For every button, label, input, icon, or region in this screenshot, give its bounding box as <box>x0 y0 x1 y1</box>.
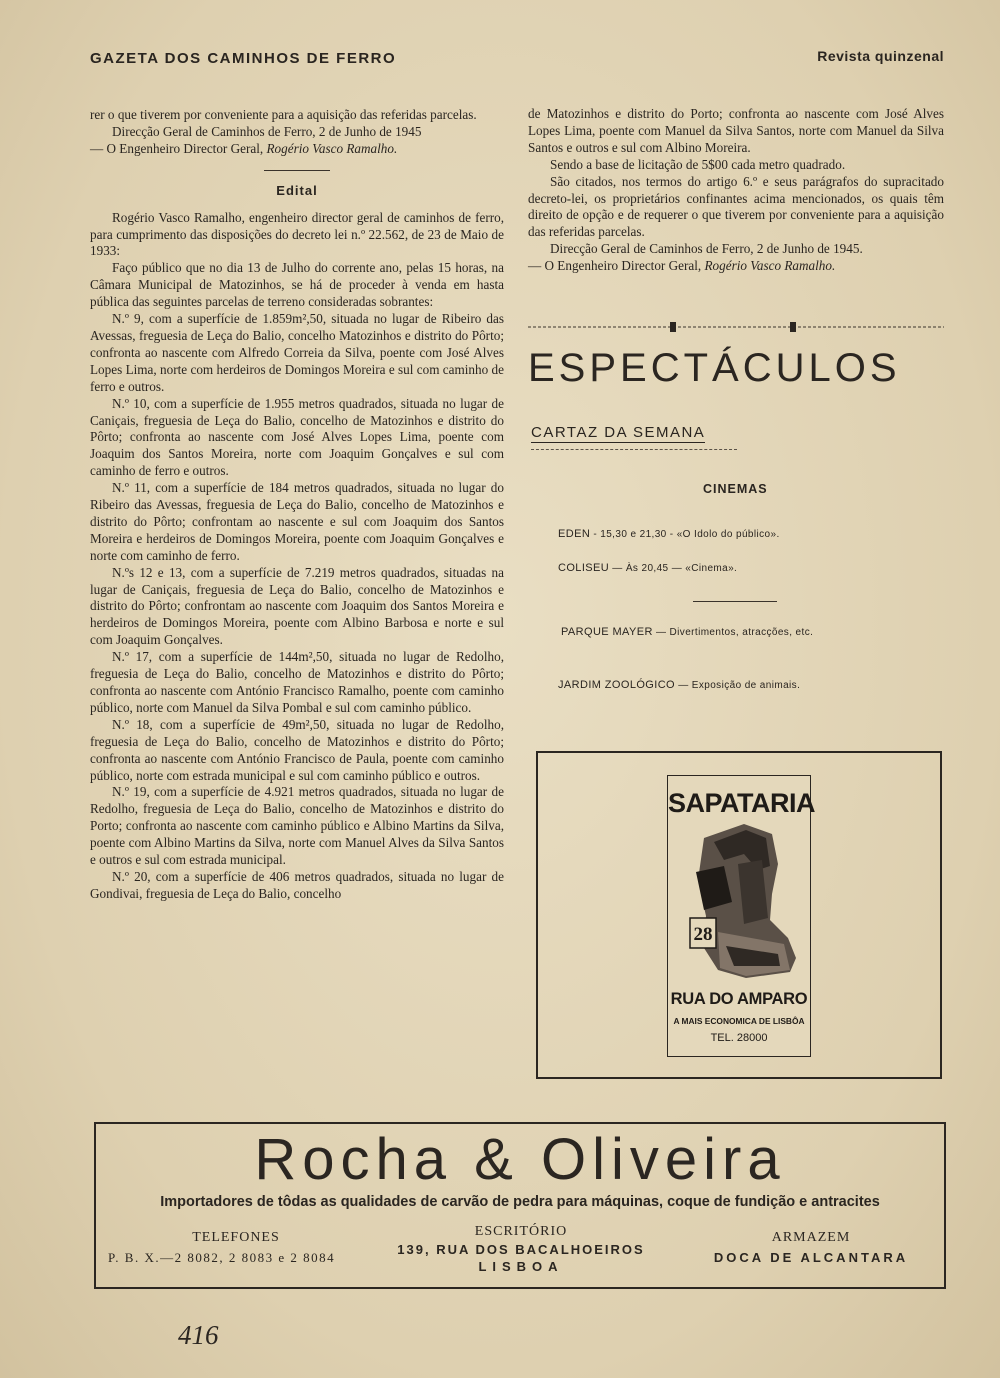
venue-name: PARQUE MAYER <box>561 626 653 638</box>
publication-frequency: Revista quinzenal <box>817 48 944 64</box>
paragraph: N.º 20, com a superfície de 406 metros quadrados, situada no lugar de Gondivai, freguesia de Leça do Balio, concelho <box>90 868 504 901</box>
ad-street: RUA DO AMPARO <box>670 990 808 1008</box>
venue-info: — Divertimentos, atracções, etc. <box>652 627 814 638</box>
signature-line <box>90 141 504 158</box>
paragraph: N.º 18, com a superfície de 49m²,50, situada no lugar de Redolho, freguesia de Leça do Balio, concelho de Matozinhos e distrito do Pôrto; confronta ao nascente com António Francisco de Paula, poente com caminho público, norte com estrada municipal e sul com caminho público e outros. <box>90 716 504 783</box>
telefones-value: P. B. X.—2 8082, 2 8083 e 2 8084 <box>108 1250 336 1265</box>
left-column <box>90 107 504 903</box>
subtitle-underline <box>531 449 737 450</box>
paragraph: de Matozinhos e distrito do Porto; confronta ao nascente com José Alves Lopes Lima, poente com Manuel da Silva Santos, norte com Manuel da Silva Santos e outros e sul com Albino Moreira. <box>528 106 944 155</box>
section-subtitle: CARTAZ DA SEMANA <box>531 424 706 441</box>
paragraph: N.ºs 12 e 13, com a superfície de 7.219 metros quadrados, situadas na lugar de Caniçais, freguesia de Leça do Balio, concelho de Matozinhos e distrito do Pôrto; confrontam ao nascente com Joaquim dos Santos Moreira e herdeiros de Domingos Moreira, poente com Albino Barbosa e norte e sul com Joaquim Gonçalves. <box>90 564 504 648</box>
venue-info: — Às 20,45 — «Cinema». <box>609 563 738 574</box>
page-number: 416 <box>178 1320 219 1350</box>
paragraph: Direcção Geral de Caminhos de Ferro, 2 de Junho de 1945 <box>112 123 422 139</box>
signature-lead: — O Engenheiro Director Geral, <box>90 140 264 156</box>
boot-illustration-icon <box>674 820 806 990</box>
ad-company-description: Importadores de tôdas as qualidades de carvão de pedra para máquinas, coque de fundição e antracites <box>160 1194 880 1210</box>
paragraph: N.º 17, com a superfície de 144m²,50, situada no lugar de Redolho, freguesia de Leça do Balio, concelho de Matozinhos e distrito do Pôrto; confronta ao nascente com António Francisco Ramalho, poente com caminho público, norte com Manuel da Silva Pombal e sul com caminho público. <box>90 649 504 715</box>
section-title: ESPECTÁCULOS <box>528 346 901 390</box>
ad-slogan: A MAIS ECONOMICA DE LISBÔA <box>673 1016 805 1026</box>
signature-name: Rogério Vasco Ramalho. <box>266 140 398 156</box>
venue-name: COLISEU <box>558 562 610 574</box>
divider <box>264 170 330 171</box>
telefones-label: TELEFONES <box>192 1230 280 1245</box>
paragraph: Direcção Geral de Caminhos de Ferro, 2 de Junho de 1945. <box>550 241 863 257</box>
paragraph: N.º 9, com a superfície de 1.859m²,50, situada no lugar de Ribeiro das Avessas, freguesia de Leça do Balio, concelho Matozinhos e distrito do Pôrto; confronta ao nascente com Alfredo Correia da Silva, poente com José Alves Lopes Lima, norte com herdeiros de Domingos Moreira e sul com caminho de ferro e outros. <box>90 311 504 394</box>
venue-name: JARDIM ZOOLÓGICO <box>558 679 676 691</box>
signature-lead: — O Engenheiro Director Geral, <box>528 258 702 274</box>
paragraph: N.º 11, com a superfície de 184 metros quadrados, situada no lugar do Ribeiro das Avessas, freguesia de Leça do Balio, concelho de Matozinhos e distrito do Pôrto; confrontam ao nascente e sul com Joaquim dos Santos Moreira e herdeiros de Domingos Moreira, poente com Joaquim Gonçalves e norte com caminho de ferro. <box>90 480 504 563</box>
venue-info: — Exposição de animais. <box>675 680 801 691</box>
armazem-value: DOCA DE ALCANTARA <box>713 1250 909 1265</box>
venue-info: - 15,30 e 21,30 - «O Idolo do público». <box>590 529 780 540</box>
cinemas-heading: CINEMAS <box>703 482 768 496</box>
paragraph: Sendo a base de licitação de 5$00 cada metro quadrado. <box>550 156 846 172</box>
listing-coliseu <box>558 562 737 574</box>
divider <box>693 601 777 602</box>
listing-parque-mayer <box>561 626 813 638</box>
armazem-label: ARMAZEM <box>771 1230 851 1245</box>
publication-title: GAZETA DOS CAMINHOS DE FERRO <box>90 50 397 67</box>
listing-jardim-zoologico <box>558 679 800 691</box>
ad-phone: TEL. 28000 <box>710 1032 768 1044</box>
decorative-rule <box>528 322 944 332</box>
venue-name: EDEN <box>558 528 591 540</box>
escritorio-label: ESCRITÓRIO <box>474 1224 568 1239</box>
right-column <box>528 106 944 275</box>
escritorio-city: LISBOA <box>478 1259 564 1274</box>
paragraph: São citados, nos termos do artigo 6.º e seus parágrafos do supracitado decreto-lei, os proprietários confinantes acima mencionados, os quais têm direito de opção e de requerer o que tiverem por conveniente para a aquisição das referidas parcelas. <box>528 173 944 240</box>
ad-company-name: Rocha & Oliveira <box>254 1127 786 1192</box>
ad-shop-name: SAPATARIA <box>668 788 815 818</box>
ad-telefones <box>108 1230 364 1266</box>
edital-heading: Edital <box>276 182 318 198</box>
ad-armazem <box>682 1230 940 1265</box>
listing-eden <box>558 528 780 540</box>
ad-escritorio <box>374 1224 668 1274</box>
ad-number: 28 <box>693 924 713 945</box>
paragraph: N.º 10, com a superfície de 1.955 metros quadrados, situada no lugar de Caniçais, freguesia de Leça do Balio, concelho de Matozinhos e distrito do Pôrto; confronta ao nascente com José Alves Lopes Lima, poente com Joaquim dos Santos Moreira, norte com Joaquim Gonçalves e sul com caminho de ferro e outros. <box>90 395 504 479</box>
paragraph: Faço público que no dia 13 de Julho do corrente ano, pelas 15 horas, na Câmara Municipal de Matozinhos, se há de proceder à venda em hasta pública das seguintes parcelas de terreno consideradas sobrantes: <box>90 260 504 310</box>
escritorio-address: 139, RUA DOS BACALHOEIROS <box>397 1242 645 1257</box>
paragraph: N.º 19, com a superfície de 4.921 metros quadrados, situada no lugar de Redolho, freguesia de Leça do Balio, concelho de Matozinhos e distrito do Porto; confronta ao nascente com caminho público e Albino Martins da Silva, poente com Albino Martins da Silva, norte com Manuel Alves da Silva Santos e outros e sul com estrada municipal. <box>90 784 504 868</box>
sapataria-ad <box>667 775 815 1057</box>
signature-name: Rogério Vasco Ramalho. <box>704 258 836 274</box>
signature-line <box>528 258 944 275</box>
paragraph: Rogério Vasco Ramalho, engenheiro director geral de caminhos de ferro, para cumprimento das disposições do decreto lei n.º 22.562, de 23 de Maio de 1933: <box>90 209 504 259</box>
paragraph: rer o que tiverem por conveniente para a aquisição das referidas parcelas. <box>90 107 477 122</box>
